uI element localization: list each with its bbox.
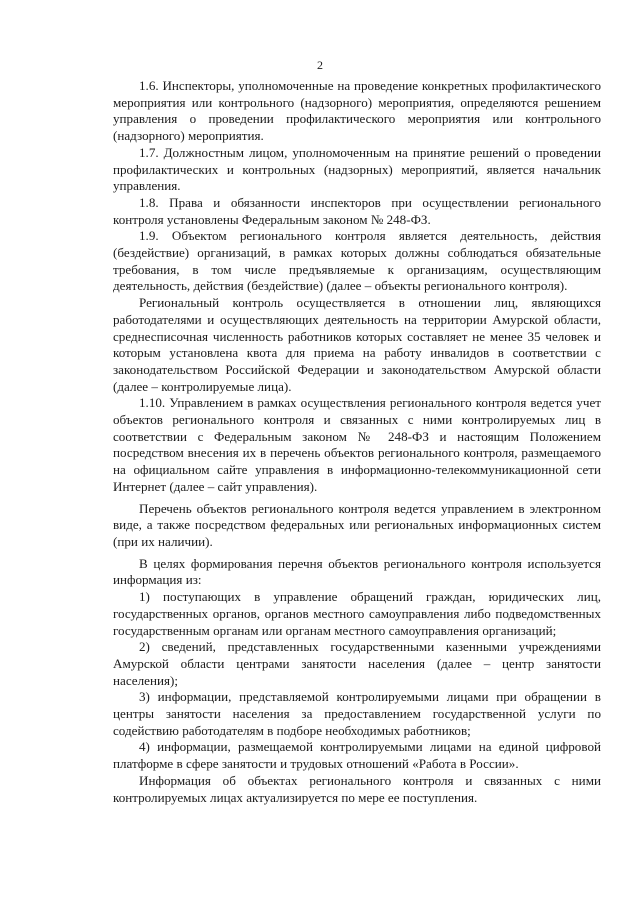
paragraph-1-10: 1.10. Управлением в рамках осуществления регионального контроля ведется учет объектов регионального контроля и связанных с ними контролируемых лиц в соответствии с Федеральным законом № 248-ФЗ и настоящим Положением посредством внесения их в перечень объектов регионального контроля, размещаемого на официальном сайте управления в информационно-телекоммуникационной сети Интернет (далее – сайт управления).	[113, 395, 601, 494]
paragraph-info-sources-intro: В целях формирования перечня объектов регионального контроля используется информация из:	[113, 555, 601, 588]
list-item-4: 4) информации, размещаемой контролируемыми лицами на единой цифровой платформе в сфере занятости и трудовых отношений «Работа в России».	[113, 739, 601, 772]
paragraph-1-6: 1.6. Инспекторы, уполномоченные на проведение конкретных профилактического мероприятия или контрольного (надзорного) мероприятия, определяются решением управления о проведении профилактического мероприятия или контрольного (надзорного) мероприятия.	[113, 78, 601, 144]
paragraph-regional-control-scope: Региональный контроль осуществляется в отношении лиц, являющихся работодателями и осуществляющих деятельность на территории Амурской области, среднесписочная численность работников которых составляет не менее 35 человек и которым установлена квота для приема на работу инвалидов в соответствии с законодательством Российской Федерации и законодательством Амурской области (далее – контролируемые лица).	[113, 295, 601, 394]
document-body	[113, 78, 601, 806]
list-item-2: 2) сведений, представленных государственными казенными учреждениями Амурской области центрами занятости населения (далее – центр занятости населения);	[113, 639, 601, 688]
paragraph-1-9: 1.9. Объектом регионального контроля является деятельность, действия (бездействие) организаций, в рамках которых должны соблюдаться обязательные требования, в том числе предъявляемые к организациям, осуществляющим деятельность, действия (бездействие) (далее – объекты регионального контроля).	[113, 228, 601, 294]
page-number: 2	[317, 58, 323, 72]
paragraph-1-8: 1.8. Права и обязанности инспекторов при осуществлении регионального контроля установлены Федеральным законом № 248-ФЗ.	[113, 194, 601, 227]
list-item-1: 1) поступающих в управление обращений граждан, юридических лиц, государственных органов, органов местного самоуправления либо подведомственных государственным органам или органам местного самоуправления организаций;	[113, 589, 601, 638]
list-item-3: 3) информации, представляемой контролируемыми лицами при обращении в центры занятости населения за предоставлением государственной услуги по содействию работодателям в подборе необходимых работников;	[113, 689, 601, 738]
paragraph-info-update: Информация об объектах регионального контроля и связанных с ними контролируемых лицах актуализируется по мере ее поступления.	[113, 772, 601, 805]
paragraph-1-7: 1.7. Должностным лицом, уполномоченным на принятие решений о проведении профилактических и контрольных (надзорных) мероприятий, является начальник управления.	[113, 144, 601, 194]
paragraph-list-electronic: Перечень объектов регионального контроля ведется управлением в электронном виде, а также посредством федеральных или региональных информационных систем (при их наличии).	[113, 500, 601, 549]
